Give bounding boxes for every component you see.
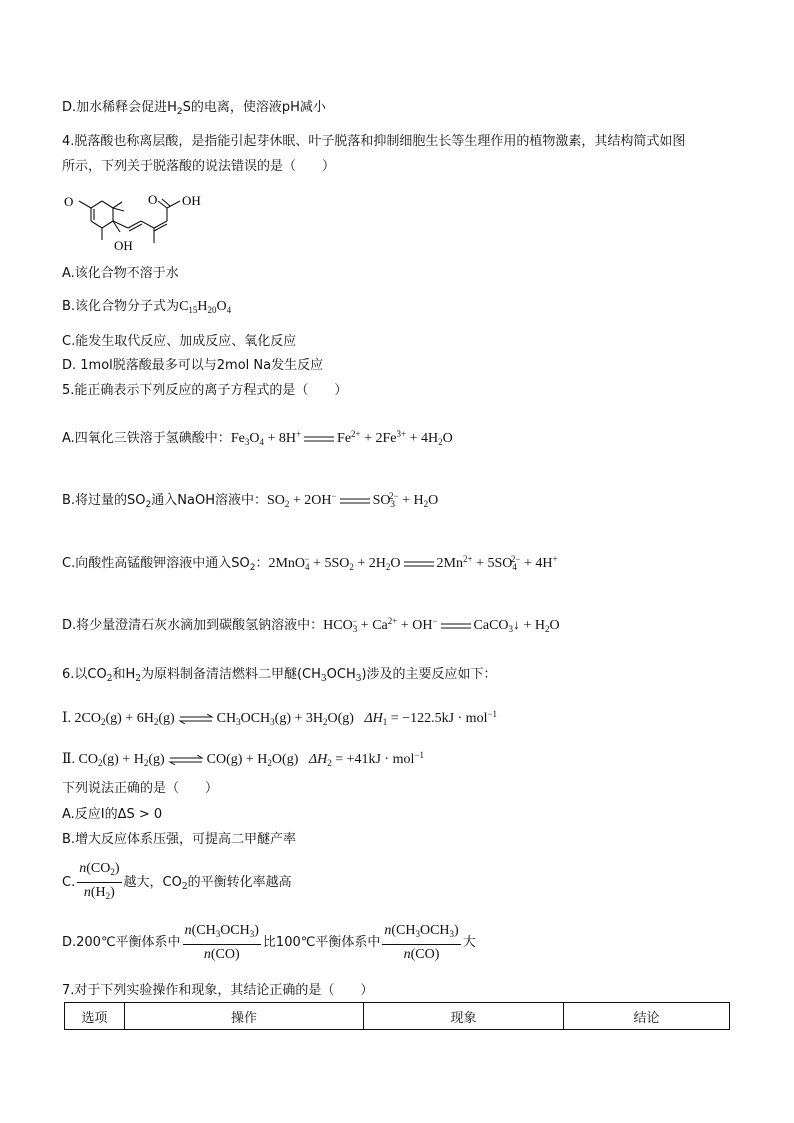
q5-option-a (62, 425, 453, 451)
delta-h: ΔH (364, 711, 383, 726)
q6-option-d-mid: 比100℃平衡体系中 (262, 935, 381, 950)
q5-option-b: B.将过量的$SO_2$通入NaOH溶液中：$SO_2 + 2OH^-$ $SO_3^{2-} + H_2O$ (62, 491, 439, 510)
q6-stem: 6.以$CO_2$和$H_2$为原料制备清洁燃料二甲醚$(CH_3OCH_3)$涉及的主要反应如下： (62, 667, 497, 684)
q5-option-d-prefix: D.将少量澄清石灰水滴加到碳酸氢钠溶液中： (62, 618, 324, 633)
q6-ask: 下列说法正确的是（ ） (62, 781, 219, 796)
label-o-acid: O (148, 192, 158, 207)
q5-stem: 5.能正确表示下列反应的离子方程式的是（ ） (62, 383, 348, 398)
label-oh: OH (114, 238, 133, 253)
q6-option-d-suffix: 大 (462, 935, 476, 950)
subscript: 20 (207, 305, 217, 315)
superscript: −1 (414, 750, 424, 760)
q6-option-b: B.增大反应体系压强，可提高二甲醚产率 (62, 832, 297, 847)
q3-option-d-text-b: S的电离，使溶液pH减小 (182, 100, 326, 115)
subscript: 2 (176, 107, 183, 117)
q6-stem-d: OCH (326, 667, 356, 682)
label-o: O (64, 194, 74, 209)
header-phenomenon: 现象 (364, 1003, 564, 1030)
q6-stem-c: 为原料制备清洁燃料二甲醚(CH (140, 667, 321, 682)
q6-option-c-suffix-b: 的平衡转化率越高 (187, 875, 292, 890)
table-header-row (65, 1003, 730, 1030)
q5-option-c: C.向酸性高锰酸钾溶液中通入$SO_2$：$2MnO_4^- + 5SO_2 + 2H_2O$ $2Mn^{2+} + 5SO_4^{2-} + 4H^+$ (62, 554, 558, 573)
q7-table (64, 1002, 730, 1030)
q5-option-c-prefix2: ： (255, 556, 269, 571)
equilibrium-arrow-icon (178, 714, 214, 724)
el-c: C (179, 299, 189, 314)
q5-option-d (62, 612, 560, 638)
q6-option-c-suffix-a: 越大，CO (123, 875, 182, 890)
fraction-co2-h2: $\frac{n(CO_2)}{n(H_2)}$ (79, 861, 120, 901)
q6-option-c-prefix: C. (62, 875, 76, 890)
q4-option-b-prefix: B.该化合物分子式为 (62, 299, 180, 314)
q6-stem-e: )涉及的主要反应如下： (361, 667, 497, 682)
header-option: 选项 (65, 1003, 125, 1030)
header-operation: 操作 (125, 1003, 364, 1030)
q4-option-a: A.该化合物不溶于水 (62, 266, 179, 281)
r1-dh-value: = −122.5kJ · mol (387, 711, 488, 726)
q5-option-b-prefix: B.将过量的SO (62, 493, 146, 508)
label-oh-acid: OH (182, 193, 201, 208)
q6-option-a: A.反应Ⅰ的ΔS > 0 (62, 807, 163, 822)
el-h: H (197, 299, 208, 314)
equilibrium-arrow-icon (168, 755, 204, 765)
superscript: −1 (487, 709, 498, 719)
q6-option-d (62, 922, 476, 963)
r2-label: Ⅱ. CO (62, 752, 98, 767)
q6-option-c: C. $\frac{n(CO_2)}{n(H_2)}$ 越大，$CO_2$的平衡转化率越高 (62, 860, 292, 905)
q6-reaction-1: Ⅰ. $2CO_2(g) + 6H_2(g) CH_3OCH_3(g) + 3H_2O(g) \Delta H_1 = -122.5kJ \cdot mol^{-1}$ (62, 709, 498, 727)
fraction-ether-co: $\frac{n(CH_3OCH_3)}{n(CO)}$ (184, 923, 259, 962)
q5-option-c-prefix: C.向酸性高锰酸钾溶液中通入SO (62, 556, 250, 571)
q4-option-b (62, 298, 231, 319)
q5-option-b-prefix2: 通入NaOH溶液中： (151, 493, 267, 508)
q4-option-d: D. 1mol脱落酸最多可以与2mol Na发生反应 (62, 358, 324, 373)
header-conclusion: 结论 (564, 1003, 730, 1030)
equation-a: $Fe_3O_4 + 8H^+$ $Fe^{2+} + 2Fe^{3+} + 4H_2O$ (230, 429, 453, 447)
equation-b: $SO_2 + 2OH^-$ $SO_3^{2-} + H_2O$ (266, 491, 439, 509)
q6-reaction-2: Ⅱ. $CO_2(g) + H_2(g) CO(g) + H_2O(g) \Delta H_2 = +41kJ \cdot mol^{-1}$ (62, 750, 424, 768)
subscript: 15 (188, 305, 198, 315)
subscript: 4 (226, 305, 232, 315)
q4-stem-line2: 所示，下列关于脱落酸的说法错误的是（ ） (62, 159, 336, 174)
fraction-ether-co: $\frac{n(CH_3OCH_3)}{n(CO)}$ (384, 923, 459, 962)
r2-dh-value: = +41kJ · mol (331, 752, 415, 767)
q5-option-a-prefix: A.四氧化三铁溶于氢碘酸中： (62, 431, 231, 446)
equation-d: $HCO_3^- + Ca^{2+} + OH^-$ CaCO$_3$↓ + $H_2O$ (323, 616, 560, 634)
delta-h: ΔH (308, 752, 328, 767)
q6-stem-b: 和H (112, 667, 136, 682)
abscisic-acid-structure (62, 188, 222, 254)
el-o: O (216, 299, 227, 314)
equation-c: $2MnO_4^- + 5SO_2 + 2H_2O$ $2Mn^{2+} + 5SO_4^{2-} + 4H^+$ (268, 554, 558, 572)
q3-option-d (62, 99, 326, 121)
q7-stem: 7.对于下列实验操作和现象，其结论正确的是（ ） (62, 983, 374, 998)
q6-stem-a: 6.以CO (62, 667, 107, 682)
q4-stem-line1: 4.脱落酸也称离层酸，是指能引起芽休眠、叶子脱落和抑制细胞生长等生理作用的植物激素，其结构简式如图 (62, 134, 686, 149)
formula (179, 299, 231, 314)
q4-option-c: C.能发生取代反应、加成反应、氧化反应 (62, 334, 297, 349)
q6-option-d-prefix: D.200℃平衡体系中 (62, 935, 181, 950)
r1-label: Ⅰ. 2CO (62, 711, 101, 726)
q3-option-d-text-a: D.加水稀释会促进H (62, 100, 177, 115)
